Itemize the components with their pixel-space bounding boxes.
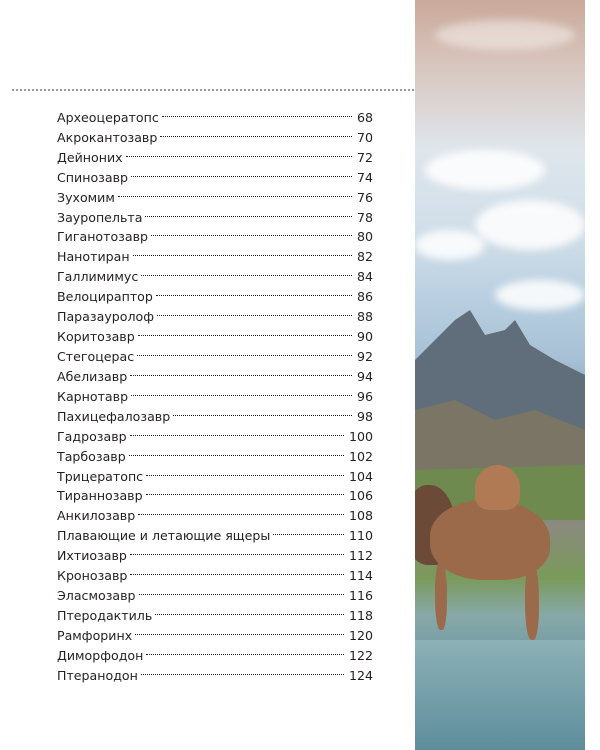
toc-entry-title: Тираннозавр — [57, 488, 143, 504]
toc-entry-page: 118 — [348, 607, 373, 623]
dot-leader — [129, 441, 344, 461]
toc-entry-title: Ихтиозавр — [57, 548, 127, 564]
toc-entry-title: Пахицефалозавр — [57, 408, 171, 424]
dot-leader — [145, 202, 352, 222]
dot-leader — [156, 281, 352, 301]
dot-leader — [160, 122, 352, 142]
toc-entry-page: 122 — [348, 647, 373, 663]
dot-leader — [130, 361, 352, 381]
toc-entry-page: 124 — [348, 667, 373, 683]
toc-entry-page: 90 — [356, 329, 373, 345]
dot-leader — [135, 620, 344, 640]
toc-entry-page: 104 — [348, 468, 373, 484]
toc-entry-title: Спинозавр — [57, 169, 128, 185]
toc-entry-page: 114 — [348, 568, 373, 584]
dot-leader — [146, 461, 344, 481]
toc-entry-title: Стегоцерас — [57, 348, 135, 364]
dot-leader — [157, 301, 352, 321]
toc-entry-title: Гиганотозавр — [57, 229, 149, 245]
dot-leader — [146, 481, 344, 501]
toc-entry-title: Гадрозавр — [57, 428, 127, 444]
dot-leader — [273, 520, 344, 540]
toc-entry-page: 100 — [348, 428, 373, 444]
dot-leader — [138, 321, 352, 341]
toc-entry-title: Зауропельта — [57, 209, 143, 225]
toc-entry-page: 110 — [348, 528, 373, 544]
dot-leader — [141, 261, 352, 281]
toc-entry-title: Галлимимус — [57, 269, 139, 285]
toc-entry-page: 108 — [348, 508, 373, 524]
toc-entry-title: Нанотиран — [57, 249, 130, 265]
toc-entry-title: Анкилозавр — [57, 508, 136, 524]
toc-entry-page: 86 — [356, 289, 373, 305]
dot-leader — [138, 500, 344, 520]
toc-entry-page: 78 — [356, 209, 373, 225]
toc-entry-title: Эласмозавр — [57, 588, 136, 604]
dot-leader — [137, 341, 352, 361]
toc-entry-page: 88 — [356, 309, 373, 325]
toc-entry-title: Птеродактиль — [57, 607, 153, 623]
dot-leader — [131, 381, 352, 401]
toc-entry-title: Птеранодон — [57, 667, 138, 683]
toc-entry-page: 84 — [356, 269, 373, 285]
toc-entry-title: Плавающие и летающие ящеры — [57, 528, 271, 544]
toc-entry[interactable] — [57, 102, 373, 125]
toc-entry-title: Зухомим — [57, 189, 115, 205]
dot-leader — [146, 640, 344, 660]
toc-entry-title: Тарбозавр — [57, 448, 126, 464]
toc-entry-title: Трицератопс — [57, 468, 144, 484]
toc-entry-page: 102 — [348, 448, 373, 464]
toc-entry-title: Диморфодон — [57, 647, 144, 663]
toc-entry-page: 70 — [356, 129, 373, 145]
toc-entry-title: Коритозавр — [57, 329, 135, 345]
toc-entry-page: 96 — [356, 388, 373, 404]
toc-entry-page: 72 — [356, 149, 373, 165]
toc-entry-page: 116 — [348, 588, 373, 604]
dot-leader — [141, 660, 344, 680]
table-of-contents — [57, 102, 373, 683]
toc-entry-page: 76 — [356, 189, 373, 205]
toc-entry-page: 94 — [356, 368, 373, 384]
dot-leader — [130, 560, 344, 580]
toc-entry-page: 80 — [356, 229, 373, 245]
toc-entry-page: 98 — [356, 408, 373, 424]
toc-entry-title: Рамфоринх — [57, 627, 133, 643]
dot-leader — [155, 600, 344, 620]
dot-leader — [118, 182, 352, 202]
toc-entry-title: Абелизавр — [57, 368, 128, 384]
toc-entry-page: 112 — [348, 548, 373, 564]
dot-leader — [139, 580, 344, 600]
dot-leader — [130, 540, 344, 560]
toc-entry-title: Дейноних — [57, 149, 123, 165]
toc-entry-title: Кронозавр — [57, 568, 128, 584]
toc-entry-title: Велоцираптор — [57, 289, 153, 305]
toc-entry-title: Паразауролоф — [57, 309, 154, 325]
dinosaur-landscape-illustration — [415, 0, 585, 750]
dot-leader — [151, 222, 352, 242]
toc-entry-page: 68 — [356, 109, 373, 125]
toc-entry-page: 82 — [356, 249, 373, 265]
dotted-divider — [12, 89, 414, 91]
dot-leader — [126, 142, 352, 162]
toc-entry-title: Акрокантозавр — [57, 129, 158, 145]
toc-entry-title: Карнотавр — [57, 388, 129, 404]
toc-entry-title: Археоцератопс — [57, 109, 159, 125]
toc-entry-page: 106 — [348, 488, 373, 504]
toc-entry-page: 120 — [348, 627, 373, 643]
dot-leader — [162, 102, 352, 122]
dot-leader — [173, 401, 352, 421]
dot-leader — [133, 241, 352, 261]
dot-leader — [131, 162, 352, 182]
toc-entry-page: 74 — [356, 169, 373, 185]
dot-leader — [130, 421, 344, 441]
toc-entry-page: 92 — [356, 348, 373, 364]
